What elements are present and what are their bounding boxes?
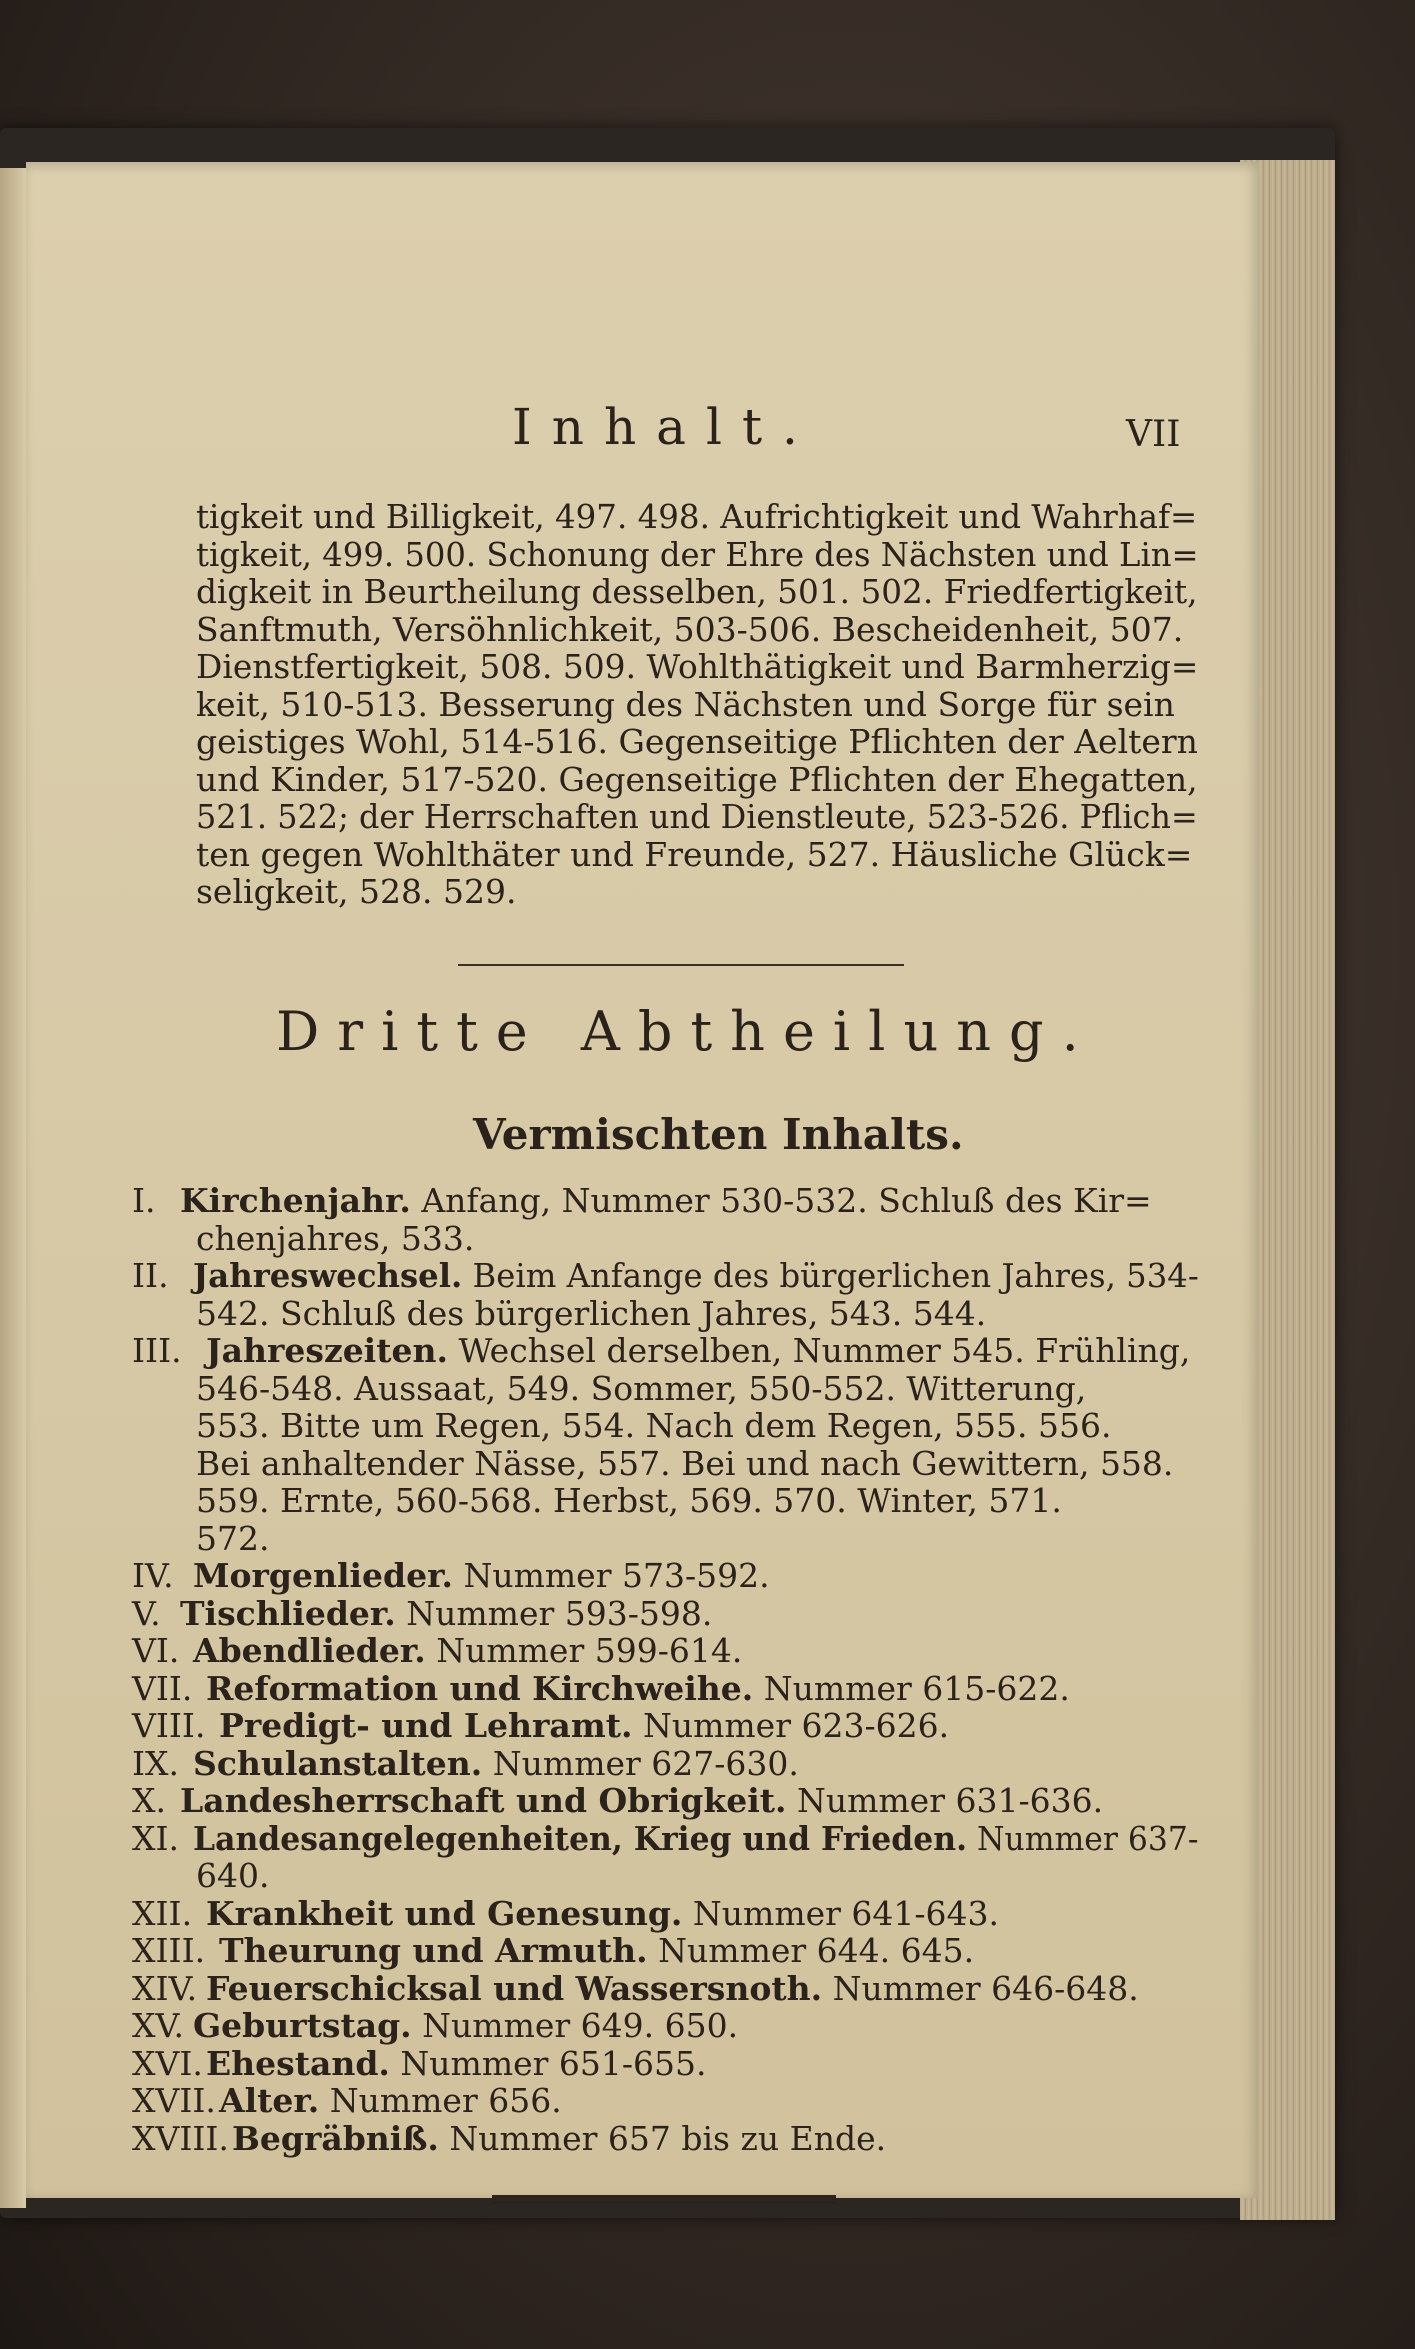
entry-line — [193, 1257, 1199, 1294]
end-double-rule — [492, 2195, 836, 2204]
entry-line — [219, 1707, 949, 1744]
intro-line: tigkeit und Billigkeit, 497. 498. Aufrichtigkeit und Wahrhaf= — [196, 497, 1198, 536]
entry-detail: Nummer 631-636. — [786, 1781, 1104, 1820]
entry-detail: Nummer 657 bis zu Ende. — [438, 2118, 887, 2158]
entry-heading: Landesherrschaft und Obrigkeit. — [180, 1781, 787, 1820]
entry-heading: Ehestand. — [206, 2043, 390, 2083]
entry-detail: Beim Anfange des bürgerlichen Jahres, 534- — [462, 1256, 1199, 1295]
entry-line — [180, 1595, 712, 1632]
entry-number: XVI. — [132, 2043, 203, 2083]
entry-number: VII. — [132, 1668, 193, 1708]
book-page — [26, 162, 1258, 2198]
entry-heading: Schulanstalten. — [193, 1743, 483, 1783]
entry-heading: Krankheit und Genesung. — [206, 1893, 683, 1933]
entry-continuation: 640. — [196, 1856, 270, 1895]
entry-detail: Nummer 615-622. — [753, 1668, 1070, 1708]
entry-detail: Nummer 599-614. — [425, 1631, 743, 1670]
entry-heading: Abendlieder. — [193, 1631, 426, 1670]
entry-detail: Nummer 651-655. — [389, 2043, 707, 2083]
intro-line: keit, 510-513. Besserung des Nächsten und Sorge für sein — [196, 684, 1175, 724]
separator-rule — [458, 964, 904, 966]
entry-number: X. — [132, 1781, 166, 1820]
intro-line: digkeit in Beurtheilung desselben, 501. 502. Friedfertigkeit, — [196, 572, 1198, 611]
entry-detail: Nummer 646-648. — [822, 1968, 1139, 2008]
entry-number: XIII. — [132, 1931, 206, 1970]
entry-number: XI. — [132, 1818, 180, 1858]
entry-line — [193, 1632, 742, 1669]
entry-line — [193, 1745, 799, 1782]
entry-detail: Nummer 623-626. — [632, 1706, 950, 1745]
entry-detail: Nummer 593-598. — [395, 1593, 713, 1633]
entry-line — [232, 2120, 886, 2157]
entry-line — [193, 1820, 1198, 1857]
entry-detail: Nummer 641-643. — [682, 1893, 1000, 1933]
entry-continuation: 572. — [196, 1518, 270, 1558]
page-number: VII — [1126, 414, 1181, 455]
entry-line — [180, 1782, 1103, 1819]
entry-line — [219, 1932, 974, 1969]
entry-heading: Geburtstag. — [193, 2006, 412, 2045]
entry-heading: Kirchenjahr. — [180, 1181, 411, 1220]
entry-line — [180, 1182, 1152, 1219]
entry-line — [193, 1557, 770, 1594]
entry-number: III. — [132, 1331, 182, 1370]
entry-heading: Jahreswechsel. — [193, 1256, 463, 1295]
entry-heading: Alter. — [219, 2081, 320, 2120]
intro-line: tigkeit, 499. 500. Schonung der Ehre des Nächsten und Lin= — [196, 534, 1199, 574]
section-subtitle: Vermischten Inhalts. — [473, 1110, 964, 1159]
entry-heading: Morgenlieder. — [193, 1556, 453, 1595]
entry-number: II. — [132, 1256, 169, 1295]
entry-number: VIII. — [132, 1706, 206, 1745]
entry-line — [206, 1332, 1190, 1369]
entry-continuation: chenjahres, 533. — [196, 1218, 475, 1258]
entry-heading: Theurung und Armuth. — [219, 1931, 648, 1970]
entry-number: I. — [132, 1181, 156, 1220]
intro-line: und Kinder, 517-520. Gegenseitige Pflichten der Ehegatten, — [196, 759, 1198, 799]
entry-line — [206, 1895, 999, 1932]
entry-number: XVIII. — [132, 2118, 229, 2158]
entry-number: XIV. — [132, 1968, 198, 2008]
entry-detail: Nummer 656. — [319, 2081, 562, 2120]
entry-detail: Nummer 573-592. — [452, 1556, 770, 1595]
entry-heading: Tischlieder. — [180, 1593, 396, 1633]
entry-number: VI. — [132, 1631, 180, 1670]
intro-line: 521. 522; der Herrschaften und Dienstleute, 523-526. Pflich= — [196, 797, 1198, 836]
entry-number: XVII. — [132, 2081, 216, 2120]
entry-heading: Jahreszeiten. — [206, 1331, 448, 1370]
entry-detail: Anfang, Nummer 530-532. Schluß des Kir= — [410, 1181, 1152, 1220]
entry-detail: Nummer 644. 645. — [647, 1931, 975, 1970]
entry-number: XII. — [132, 1893, 193, 1933]
entry-line — [193, 2007, 738, 2044]
intro-line: seligkeit, 528. 529. — [196, 872, 517, 911]
entry-continuation: 559. Ernte, 560-568. Herbst, 569. 570. Winter, 571. — [196, 1481, 1062, 1520]
entry-heading: Reformation und Kirchweihe. — [206, 1668, 754, 1708]
intro-line: ten gegen Wohlthäter und Freunde, 527. Häusliche Glück= — [196, 834, 1193, 874]
intro-line: geistiges Wohl, 514-516. Gegenseitige Pflichten der Aeltern — [196, 722, 1198, 761]
entry-line — [206, 2045, 707, 2082]
intro-line: Dienstfertigkeit, 508. 509. Wohlthätigkeit und Barmherzig= — [196, 647, 1199, 686]
entry-detail: Wechsel derselben, Nummer 545. Frühling, — [447, 1331, 1191, 1370]
entry-heading: Begräbniß. — [232, 2118, 439, 2158]
entry-continuation: 546-548. Aussaat, 549. Sommer, 550-552. Witterung, — [196, 1368, 1087, 1408]
entry-number: V. — [132, 1593, 161, 1633]
entry-continuation: 553. Bitte um Regen, 554. Nach dem Regen, 555. 556. — [196, 1406, 1112, 1445]
entry-heading: Feuerschicksal und Wassersnoth. — [206, 1968, 823, 2008]
entry-detail: Nummer 637- — [967, 1818, 1199, 1858]
entry-continuation: Bei anhaltender Nässe, 557. Bei und nach Gewittern, 558. — [196, 1443, 1174, 1483]
entry-line — [206, 1970, 1139, 2007]
entry-detail: Nummer 627-630. — [482, 1743, 799, 1783]
entry-number: IV. — [132, 1556, 174, 1595]
intro-line: Sanftmuth, Versöhnlichkeit, 503-506. Bescheidenheit, 507. — [196, 609, 1184, 649]
entry-heading: Landesangelegenheiten, Krieg und Frieden. — [193, 1818, 968, 1858]
entry-continuation: 542. Schluß des bürgerlichen Jahres, 543. 544. — [196, 1293, 987, 1333]
entry-number: XV. — [132, 2006, 185, 2045]
section-title: Dritte Abtheilung. — [276, 1000, 1097, 1063]
entry-number: IX. — [132, 1743, 180, 1783]
entry-line — [219, 2082, 562, 2119]
running-head: Inhalt. — [512, 398, 818, 456]
entry-detail: Nummer 649. 650. — [411, 2006, 739, 2045]
left-page-sliver — [0, 168, 26, 2208]
entry-line — [206, 1670, 1070, 1707]
entry-heading: Predigt- und Lehramt. — [219, 1706, 633, 1745]
